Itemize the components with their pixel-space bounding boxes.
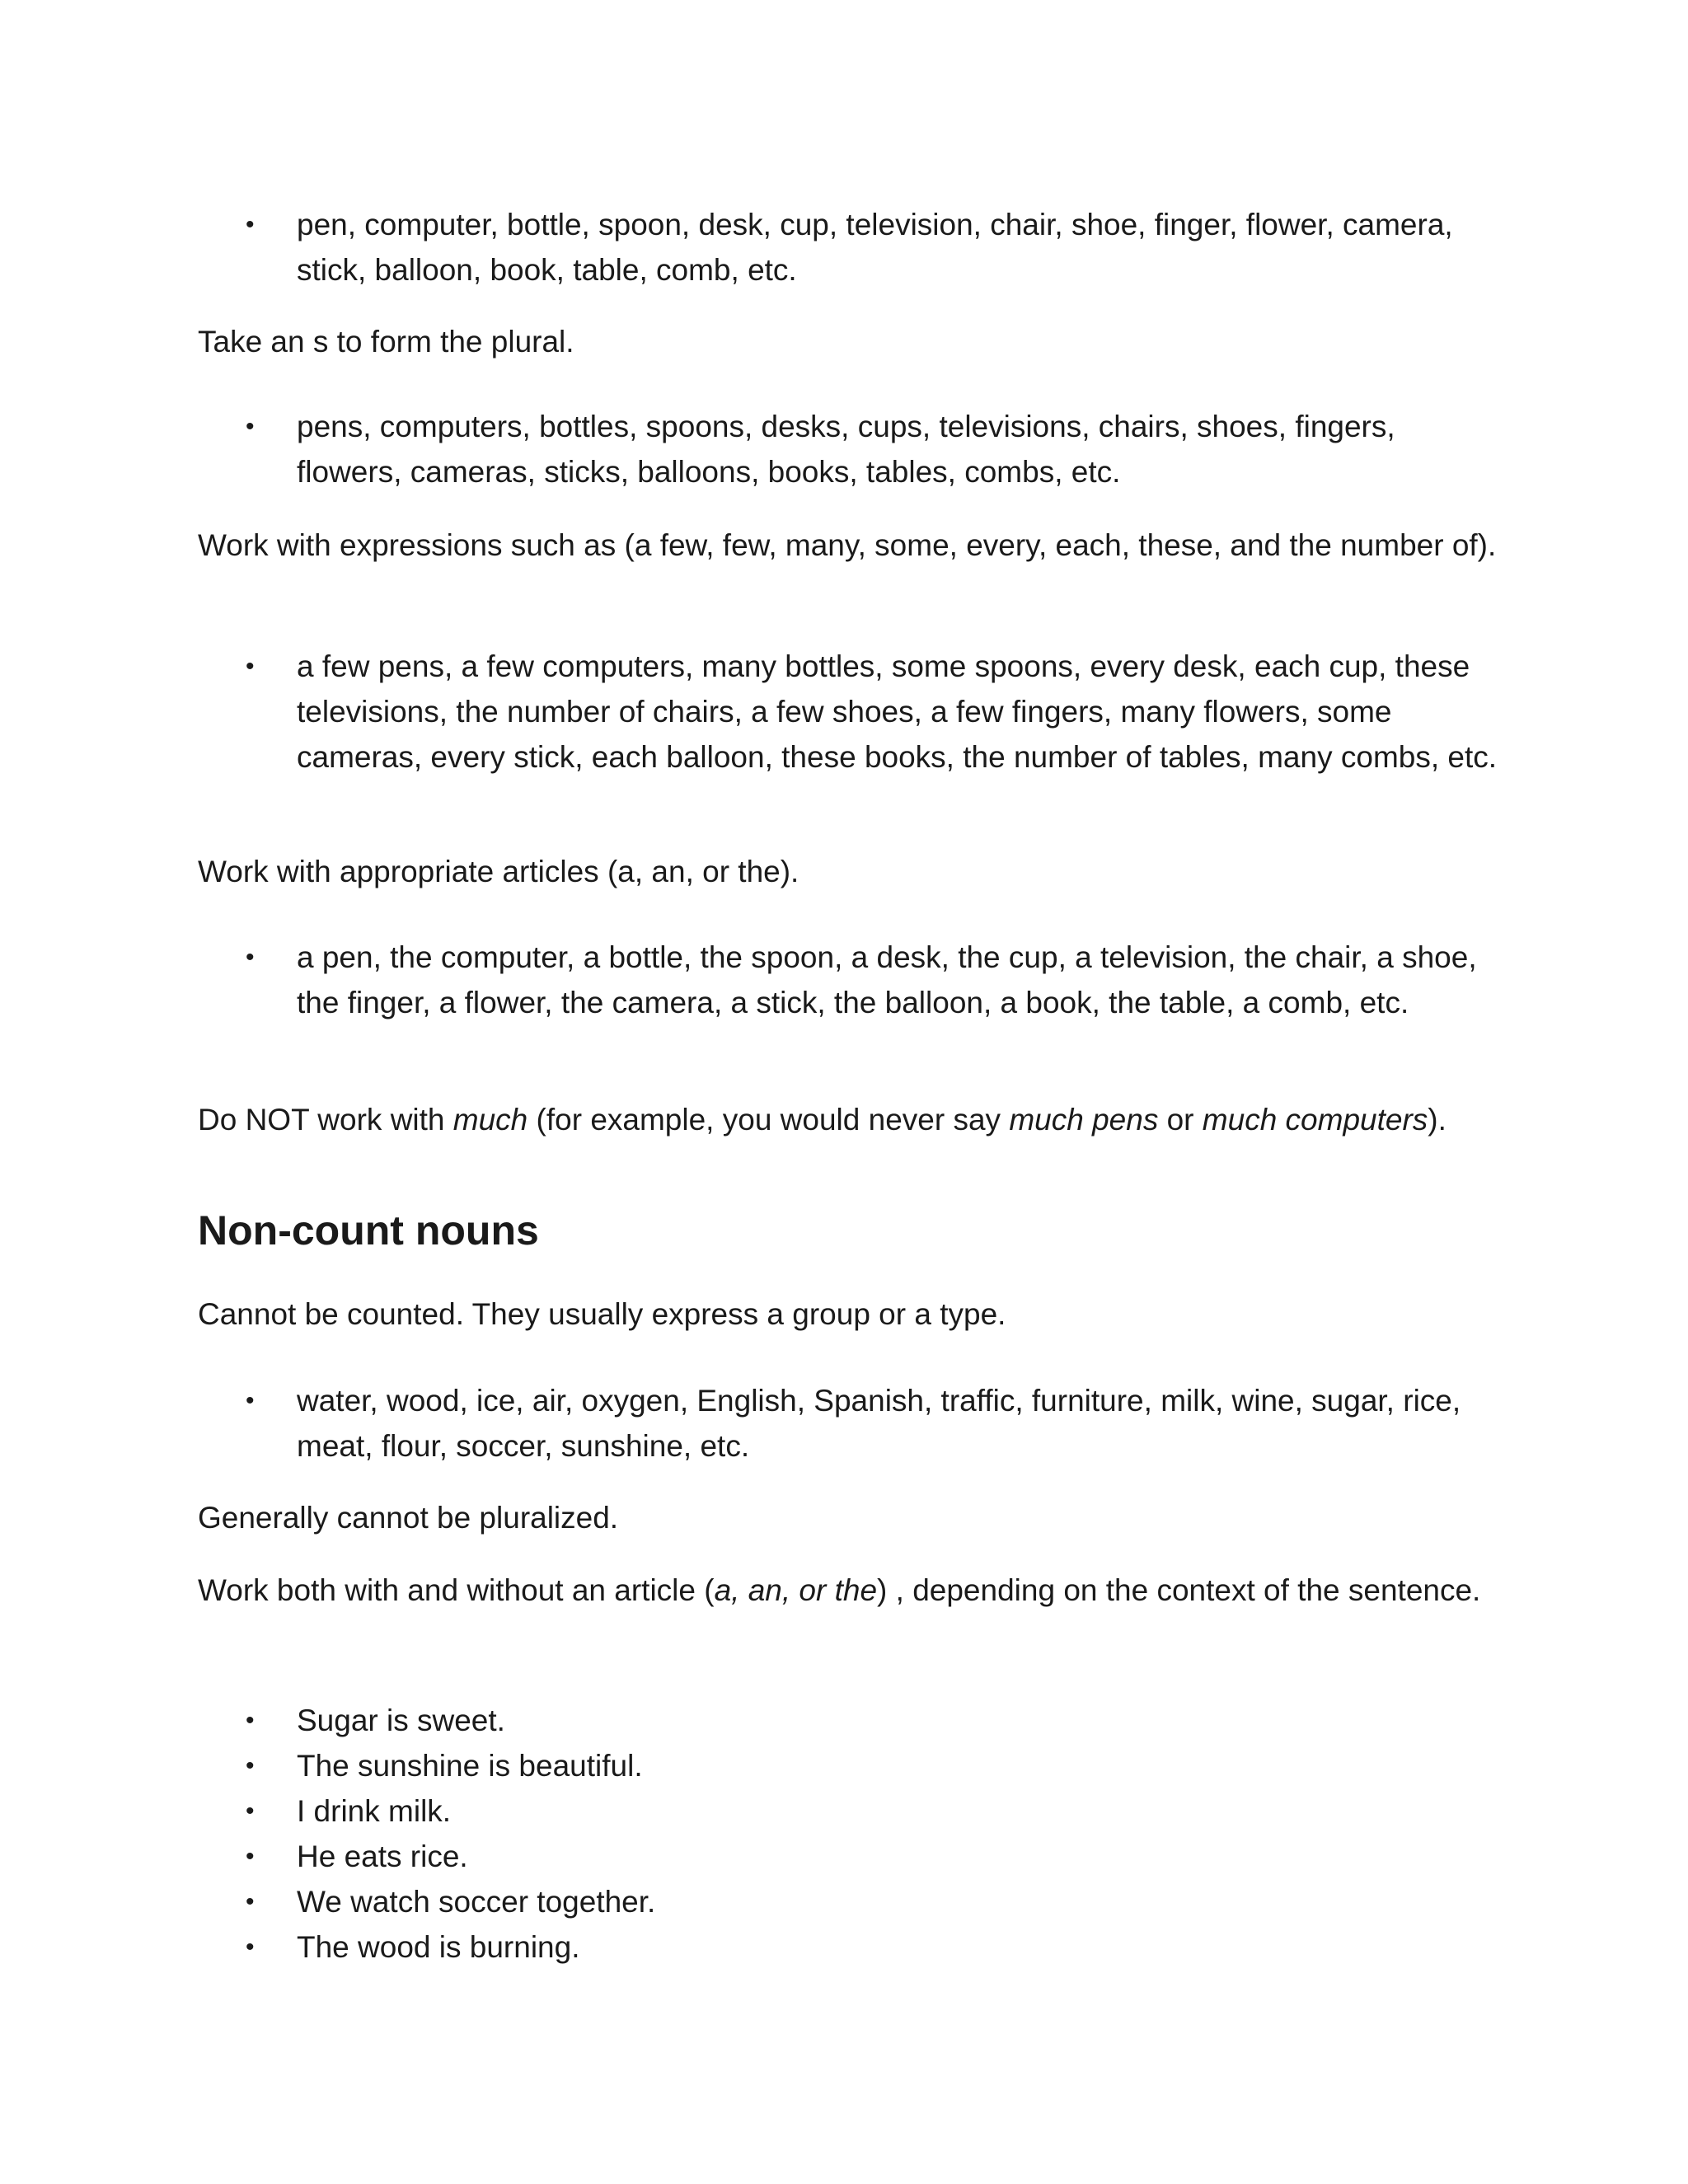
- bullet-icon: •: [246, 1752, 255, 1779]
- example-sentence: The sunshine is beautiful.: [297, 1749, 643, 1783]
- bullet-icon: •: [246, 1843, 255, 1870]
- list-item: [198, 1879, 1500, 1924]
- paragraph-articles: Work with appropriate articles (a, an, or the).: [198, 855, 799, 888]
- list-item: [198, 1378, 1500, 1469]
- count-noun-examples: pen, computer, bottle, spoon, desk, cup, television, chair, shoe, finger, flower, camera, stick, balloon, book, table, comb, etc.: [297, 208, 1453, 287]
- example-sentence: I drink milk.: [297, 1794, 452, 1828]
- list-item: [198, 202, 1500, 293]
- italic-run: much computers: [1202, 1103, 1428, 1137]
- paragraph-expressions: Work with expressions such as (a few, few, many, some, every, each, these, and the number of).: [198, 528, 1497, 562]
- bullet-icon: •: [246, 1387, 255, 1414]
- list-item: [198, 404, 1500, 494]
- section-heading: Non-count nouns: [198, 1207, 539, 1254]
- bullet-icon: •: [246, 211, 255, 238]
- paragraph-definition: Cannot be counted. They usually express a group or a type.: [198, 1297, 1006, 1331]
- list-item: [198, 1924, 1500, 1970]
- sentence-examples-list: [198, 1698, 1500, 1970]
- plural-examples: pens, computers, bottles, spoons, desks, cups, televisions, chairs, shoes, fingers, flowers, cameras, sticks, balloons, books, tables, combs, etc.: [297, 410, 1395, 489]
- paragraph-plural-rule: Take an s to form the plural.: [198, 325, 574, 359]
- bullet-icon: •: [246, 653, 255, 680]
- italic-run: much pens: [1009, 1103, 1159, 1137]
- bullet-icon: •: [246, 1797, 255, 1825]
- text-run: Do NOT work with: [198, 1103, 453, 1137]
- noncount-examples: water, wood, ice, air, oxygen, English, Spanish, traffic, furniture, milk, wine, sugar, rice, meat, flour, soccer, sunshine, etc.: [297, 1384, 1461, 1463]
- text-run: Work both with and without an article (: [198, 1573, 715, 1607]
- bullet-icon: •: [246, 944, 255, 971]
- list-item: [198, 1698, 1500, 1743]
- bullet-icon: •: [246, 413, 255, 440]
- list-item: [198, 644, 1500, 780]
- paragraph-plural-note: Generally cannot be pluralized.: [198, 1501, 619, 1535]
- example-sentence: Sugar is sweet.: [297, 1704, 505, 1737]
- paragraph-much-rule: [198, 1102, 1500, 1138]
- text-run: (for example, you would never say: [528, 1103, 1010, 1137]
- italic-run: much: [452, 1103, 528, 1137]
- expression-examples: a few pens, a few computers, many bottles, some spoons, every desk, each cup, these televisions, the number of chairs, a few shoes, a few fingers, many flowers, some cameras, every stick, each balloon, these books, the number of tables, many combs, etc.: [297, 649, 1498, 774]
- text-run: ) , depending on the context of the sentence.: [877, 1573, 1481, 1607]
- list-item: [198, 1834, 1500, 1879]
- example-sentence: We watch soccer together.: [297, 1885, 656, 1919]
- bullet-icon: •: [246, 1933, 255, 1961]
- bullet-icon: •: [246, 1707, 255, 1734]
- example-sentence: He eats rice.: [297, 1840, 468, 1873]
- italic-run: a, an, or the: [714, 1573, 878, 1607]
- paragraph-article-usage: [198, 1572, 1500, 1609]
- article-examples: a pen, the computer, a bottle, the spoon, a desk, the cup, a television, the chair, a shoe, the finger, a flower, the camera, a stick, the balloon, a book, the table, a comb, etc.: [297, 940, 1477, 1019]
- example-sentence: The wood is burning.: [297, 1930, 580, 1964]
- list-item: [198, 1788, 1500, 1834]
- list-item: [198, 935, 1500, 1025]
- bullet-icon: •: [246, 1888, 255, 1915]
- text-run: ).: [1428, 1103, 1447, 1137]
- text-run: or: [1158, 1103, 1203, 1137]
- list-item: [198, 1743, 1500, 1788]
